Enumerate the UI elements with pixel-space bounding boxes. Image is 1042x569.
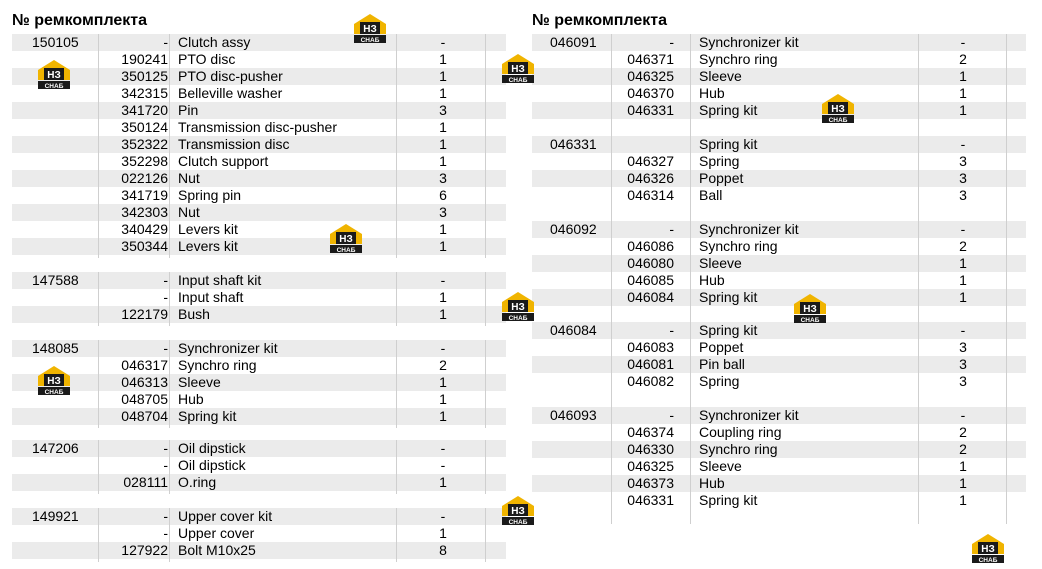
part-number-cell: 046084 xyxy=(627,289,674,305)
table-row xyxy=(12,440,506,457)
description-cell: Spring pin xyxy=(178,187,242,203)
quantity-cell: 1 xyxy=(439,525,447,541)
part-number-cell: 046080 xyxy=(627,255,674,271)
description-cell: Coupling ring xyxy=(699,424,782,440)
quantity-cell: 1 xyxy=(959,492,967,508)
quantity-cell: 1 xyxy=(439,238,447,254)
part-number-cell: 046081 xyxy=(627,356,674,372)
description-cell: Belleville washer xyxy=(178,85,283,101)
part-number-cell: 046317 xyxy=(121,357,168,373)
svg-text:НЗ: НЗ xyxy=(511,302,525,313)
table-row xyxy=(12,34,506,51)
svg-text:НЗ: НЗ xyxy=(47,376,61,387)
part-number-cell: 341719 xyxy=(121,187,168,203)
description-cell: Synchronizer kit xyxy=(178,340,278,356)
kit-code-cell: 149921 xyxy=(32,508,79,524)
quantity-cell: 3 xyxy=(959,153,967,169)
table-row xyxy=(532,492,1026,509)
left-column-divider xyxy=(98,272,99,326)
quantity-cell: 1 xyxy=(959,255,967,271)
part-number-cell: 340429 xyxy=(121,221,168,237)
part-number-cell: 046325 xyxy=(627,68,674,84)
quantity-cell: 2 xyxy=(959,424,967,440)
part-number-cell: 028111 xyxy=(123,474,168,490)
table-row xyxy=(532,221,1026,238)
part-number-cell: - xyxy=(163,272,168,288)
right-column-divider xyxy=(1006,34,1007,524)
kit-code-cell: 046093 xyxy=(550,407,597,423)
description-cell: Spring kit xyxy=(699,289,758,305)
quantity-cell: 1 xyxy=(439,408,447,424)
description-cell: Hub xyxy=(699,272,725,288)
svg-text:СНАБ: СНАБ xyxy=(44,389,64,396)
nz-snab-logo-graphic xyxy=(500,494,536,526)
quantity-cell: 3 xyxy=(439,170,447,186)
table-row xyxy=(532,272,1026,289)
part-number-cell: 350344 xyxy=(121,238,168,254)
table-row xyxy=(12,68,506,85)
quantity-cell: 1 xyxy=(439,51,447,67)
kit-code-cell: 147206 xyxy=(32,440,79,456)
description-cell: Spring kit xyxy=(699,322,758,338)
description-cell: Input shaft kit xyxy=(178,272,262,288)
table-row xyxy=(532,475,1026,492)
quantity-cell: 1 xyxy=(959,68,967,84)
description-cell: Nut xyxy=(178,204,200,220)
description-cell: Spring xyxy=(699,373,740,389)
part-number-cell: 046327 xyxy=(627,153,674,169)
left-column-divider xyxy=(485,34,486,258)
quantity-cell: - xyxy=(440,34,446,50)
table-row xyxy=(12,136,506,153)
part-number-cell: 350124 xyxy=(121,119,168,135)
nz-snab-logo xyxy=(500,290,536,322)
description-cell: Transmission disc xyxy=(178,136,290,152)
quantity-cell: - xyxy=(960,322,966,338)
part-number-cell: 046374 xyxy=(627,424,674,440)
part-number-cell: - xyxy=(163,34,168,50)
description-cell: Sleeve xyxy=(699,255,742,271)
quantity-cell: 3 xyxy=(959,170,967,186)
part-number-cell: 046086 xyxy=(627,238,674,254)
part-number-cell: 046085 xyxy=(627,272,674,288)
part-number-cell: 046371 xyxy=(627,51,674,67)
description-cell: Oil dipstick xyxy=(178,457,246,473)
description-cell: PTO disc xyxy=(178,51,236,67)
quantity-cell: 6 xyxy=(439,187,447,203)
quantity-cell: 1 xyxy=(959,102,967,118)
part-number-cell: 342315 xyxy=(121,85,168,101)
table-row xyxy=(532,170,1026,187)
part-number-cell: 046331 xyxy=(627,492,674,508)
svg-text:СНАБ: СНАБ xyxy=(508,519,528,526)
description-cell: Levers kit xyxy=(178,221,238,237)
table-row xyxy=(12,51,506,68)
table-row xyxy=(532,322,1026,339)
quantity-cell: 1 xyxy=(439,306,447,322)
left-column-divider xyxy=(169,34,170,258)
quantity-cell: 1 xyxy=(959,458,967,474)
description-cell: Synchronizer kit xyxy=(699,34,799,50)
table-row xyxy=(532,373,1026,390)
table-row xyxy=(12,391,506,408)
part-number-cell: 046083 xyxy=(627,339,674,355)
svg-text:НЗ: НЗ xyxy=(363,24,377,35)
part-number-cell: 046330 xyxy=(627,441,674,457)
left-column-divider xyxy=(169,440,170,494)
svg-text:НЗ: НЗ xyxy=(339,234,353,245)
quantity-cell: 1 xyxy=(439,374,447,390)
description-cell: Ball xyxy=(699,187,723,203)
svg-text:НЗ: НЗ xyxy=(803,304,817,315)
quantity-cell: - xyxy=(440,457,446,473)
svg-text:СНАБ: СНАБ xyxy=(508,77,528,84)
table-row xyxy=(12,525,506,542)
description-cell: Pin ball xyxy=(699,356,745,372)
quantity-cell: 1 xyxy=(959,289,967,305)
quantity-cell: 3 xyxy=(439,204,447,220)
left-column-divider xyxy=(98,34,99,258)
part-number-cell: 046370 xyxy=(627,85,674,101)
nz-snab-logo xyxy=(352,12,388,44)
quantity-cell: - xyxy=(960,34,966,50)
part-number-cell: 190241 xyxy=(121,51,168,67)
description-cell: Spring kit xyxy=(699,136,758,152)
quantity-cell: 3 xyxy=(959,339,967,355)
nz-snab-logo xyxy=(328,222,364,254)
nz-snab-logo-graphic xyxy=(970,532,1006,564)
table-row xyxy=(12,187,506,204)
description-cell: Synchronizer kit xyxy=(699,221,799,237)
kit-code-cell: 148085 xyxy=(32,340,79,356)
quantity-cell: 3 xyxy=(959,373,967,389)
table-row xyxy=(12,357,506,374)
part-number-cell: 127922 xyxy=(121,542,168,558)
left-column-divider xyxy=(396,272,397,326)
description-cell: Transmission disc-pusher xyxy=(178,119,337,135)
left-column-divider xyxy=(396,440,397,494)
svg-text:СНАБ: СНАБ xyxy=(360,37,380,44)
table-row xyxy=(532,68,1026,85)
left-column-divider xyxy=(169,508,170,562)
left-column-divider xyxy=(485,508,486,562)
part-number-cell: - xyxy=(669,322,674,338)
quantity-cell: 2 xyxy=(959,238,967,254)
description-cell: Hub xyxy=(699,85,725,101)
quantity-cell: 1 xyxy=(959,475,967,491)
table-row xyxy=(532,187,1026,204)
description-cell: Synchro ring xyxy=(699,51,778,67)
quantity-cell: 1 xyxy=(439,119,447,135)
part-number-cell: 046325 xyxy=(627,458,674,474)
quantity-cell: 1 xyxy=(439,68,447,84)
part-number-cell: 046331 xyxy=(627,102,674,118)
part-number-cell: 342303 xyxy=(121,204,168,220)
table-row xyxy=(532,407,1026,424)
svg-text:СНАБ: СНАБ xyxy=(800,317,820,324)
part-number-cell: 048704 xyxy=(121,408,168,424)
svg-text:СНАБ: СНАБ xyxy=(828,117,848,124)
table-row xyxy=(532,424,1026,441)
part-number-cell: - xyxy=(669,221,674,237)
table-row xyxy=(12,221,506,238)
description-cell: Hub xyxy=(699,475,725,491)
description-cell: Clutch support xyxy=(178,153,269,169)
right-column-divider xyxy=(690,34,691,524)
table-row xyxy=(532,289,1026,306)
description-cell: PTO disc-pusher xyxy=(178,68,283,84)
part-number-cell: 122179 xyxy=(121,306,168,322)
part-number-cell: - xyxy=(163,440,168,456)
description-cell: Upper cover xyxy=(178,525,255,541)
table-row xyxy=(12,457,506,474)
description-cell: Upper cover kit xyxy=(178,508,273,524)
table-row xyxy=(12,289,506,306)
quantity-cell: - xyxy=(440,340,446,356)
nz-snab-logo xyxy=(820,92,856,124)
table-row xyxy=(532,85,1026,102)
part-number-cell: - xyxy=(163,525,168,541)
kit-code-cell: 150105 xyxy=(32,34,79,50)
kit-code-cell: 046331 xyxy=(550,136,597,152)
svg-text:НЗ: НЗ xyxy=(47,70,61,81)
quantity-cell: 1 xyxy=(439,474,447,490)
quantity-cell: - xyxy=(440,440,446,456)
kit-code-cell: 046092 xyxy=(550,221,597,237)
part-number-cell: 046082 xyxy=(627,373,674,389)
description-cell: Poppet xyxy=(699,170,744,186)
part-number-cell: 046373 xyxy=(627,475,674,491)
table-row xyxy=(12,204,506,221)
part-number-cell: - xyxy=(163,508,168,524)
table-row xyxy=(12,119,506,136)
left-column-divider xyxy=(98,340,99,428)
table-row xyxy=(532,34,1026,51)
table-row xyxy=(12,102,506,119)
table-row xyxy=(532,255,1026,272)
nz-snab-logo-graphic xyxy=(500,52,536,84)
table-row xyxy=(532,238,1026,255)
kit-code-cell: 046091 xyxy=(550,34,597,50)
description-cell: Spring kit xyxy=(699,492,758,508)
right-table-heading: № ремкомплекта xyxy=(532,12,668,29)
part-number-cell: 022126 xyxy=(121,170,168,186)
nz-snab-logo xyxy=(500,52,536,84)
table-row xyxy=(12,408,506,425)
kit-code-cell: 147588 xyxy=(32,272,79,288)
description-cell: Synchro ring xyxy=(699,238,778,254)
left-column-divider xyxy=(98,508,99,562)
quantity-cell: - xyxy=(440,272,446,288)
description-cell: Sleeve xyxy=(178,374,221,390)
description-cell: Synchronizer kit xyxy=(699,407,799,423)
quantity-cell: - xyxy=(960,221,966,237)
table-row xyxy=(12,508,506,525)
table-row xyxy=(532,153,1026,170)
quantity-cell: 2 xyxy=(439,357,447,373)
quantity-cell: 2 xyxy=(959,51,967,67)
description-cell: Hub xyxy=(178,391,204,407)
table-row xyxy=(12,272,506,289)
table-row xyxy=(12,306,506,323)
description-cell: Sleeve xyxy=(699,458,742,474)
svg-text:НЗ: НЗ xyxy=(831,104,845,115)
quantity-cell: 3 xyxy=(959,356,967,372)
part-number-cell: - xyxy=(163,340,168,356)
description-cell: Spring xyxy=(699,153,740,169)
table-row xyxy=(12,238,506,255)
table-row xyxy=(532,51,1026,68)
quantity-cell: 1 xyxy=(959,85,967,101)
description-cell: Pin xyxy=(178,102,199,118)
left-column-divider xyxy=(485,340,486,428)
table-row xyxy=(12,542,506,559)
part-number-cell: - xyxy=(669,407,674,423)
quantity-cell: - xyxy=(960,407,966,423)
part-number-cell: 350125 xyxy=(121,68,168,84)
nz-snab-logo xyxy=(970,532,1006,564)
description-cell: Spring kit xyxy=(699,102,758,118)
quantity-cell: 1 xyxy=(439,289,447,305)
left-column-divider xyxy=(485,272,486,326)
part-number-cell: - xyxy=(163,289,168,305)
svg-text:СНАБ: СНАБ xyxy=(44,83,64,90)
description-cell: O.ring xyxy=(178,474,217,490)
table-row xyxy=(12,474,506,491)
description-cell: Bush xyxy=(178,306,210,322)
description-cell: Synchro ring xyxy=(178,357,257,373)
left-column-divider xyxy=(169,272,170,326)
svg-text:НЗ: НЗ xyxy=(511,506,525,517)
nz-snab-logo xyxy=(36,58,72,90)
table-row xyxy=(532,458,1026,475)
table-row xyxy=(12,374,506,391)
description-cell: Synchro ring xyxy=(699,441,778,457)
description-cell: Spring kit xyxy=(178,408,237,424)
left-column-divider xyxy=(396,340,397,428)
part-number-cell: 352298 xyxy=(121,153,168,169)
quantity-cell: 8 xyxy=(439,542,447,558)
table-row xyxy=(12,340,506,357)
quantity-cell: 1 xyxy=(439,221,447,237)
description-cell: Clutch assy xyxy=(178,34,251,50)
nz-snab-logo-graphic xyxy=(36,364,72,396)
svg-text:СНАБ: СНАБ xyxy=(336,247,356,254)
svg-text:НЗ: НЗ xyxy=(511,64,525,75)
table-row xyxy=(12,170,506,187)
quantity-cell: 1 xyxy=(439,391,447,407)
quantity-cell: - xyxy=(440,508,446,524)
left-column-divider xyxy=(396,508,397,562)
table-row xyxy=(532,102,1026,119)
quantity-cell: 2 xyxy=(959,441,967,457)
quantity-cell: 1 xyxy=(959,272,967,288)
description-cell: Oil dipstick xyxy=(178,440,246,456)
nz-snab-logo-graphic xyxy=(792,292,828,324)
table-row xyxy=(532,136,1026,153)
svg-text:НЗ: НЗ xyxy=(981,544,995,555)
quantity-cell: 1 xyxy=(439,136,447,152)
description-cell: Sleeve xyxy=(699,68,742,84)
left-column-divider xyxy=(98,440,99,494)
nz-snab-logo-graphic xyxy=(820,92,856,124)
quantity-cell: 1 xyxy=(439,85,447,101)
description-cell: Bolt M10x25 xyxy=(178,542,256,558)
part-number-cell: - xyxy=(669,34,674,50)
description-cell: Levers kit xyxy=(178,238,238,254)
table-row xyxy=(12,85,506,102)
nz-snab-logo-graphic xyxy=(36,58,72,90)
part-number-cell: 352322 xyxy=(121,136,168,152)
part-number-cell: 048705 xyxy=(121,391,168,407)
table-row xyxy=(12,153,506,170)
part-number-cell: 046313 xyxy=(121,374,168,390)
description-cell: Nut xyxy=(178,170,200,186)
quantity-cell: - xyxy=(960,136,966,152)
part-number-cell: 046326 xyxy=(627,170,674,186)
quantity-cell: 3 xyxy=(439,102,447,118)
right-column-divider xyxy=(918,34,919,524)
part-number-cell: 341720 xyxy=(121,102,168,118)
left-table-heading: № ремкомплекта xyxy=(12,12,148,29)
svg-text:СНАБ: СНАБ xyxy=(978,557,998,564)
table-row xyxy=(532,441,1026,458)
right-column-divider xyxy=(611,34,612,524)
nz-snab-logo-graphic xyxy=(352,12,388,44)
part-number-cell: - xyxy=(163,457,168,473)
svg-text:СНАБ: СНАБ xyxy=(508,315,528,322)
description-cell: Input shaft xyxy=(178,289,244,305)
nz-snab-logo-graphic xyxy=(328,222,364,254)
kit-code-cell: 046084 xyxy=(550,322,597,338)
nz-snab-logo xyxy=(500,494,536,526)
quantity-cell: 3 xyxy=(959,187,967,203)
nz-snab-logo xyxy=(36,364,72,396)
table-row xyxy=(532,356,1026,373)
left-column-divider xyxy=(485,440,486,494)
quantity-cell: 1 xyxy=(439,153,447,169)
left-column-divider xyxy=(396,34,397,258)
part-number-cell: 046314 xyxy=(627,187,674,203)
nz-snab-logo-graphic xyxy=(500,290,536,322)
description-cell: Poppet xyxy=(699,339,744,355)
left-column-divider xyxy=(169,340,170,428)
nz-snab-logo xyxy=(792,292,828,324)
table-row xyxy=(532,339,1026,356)
